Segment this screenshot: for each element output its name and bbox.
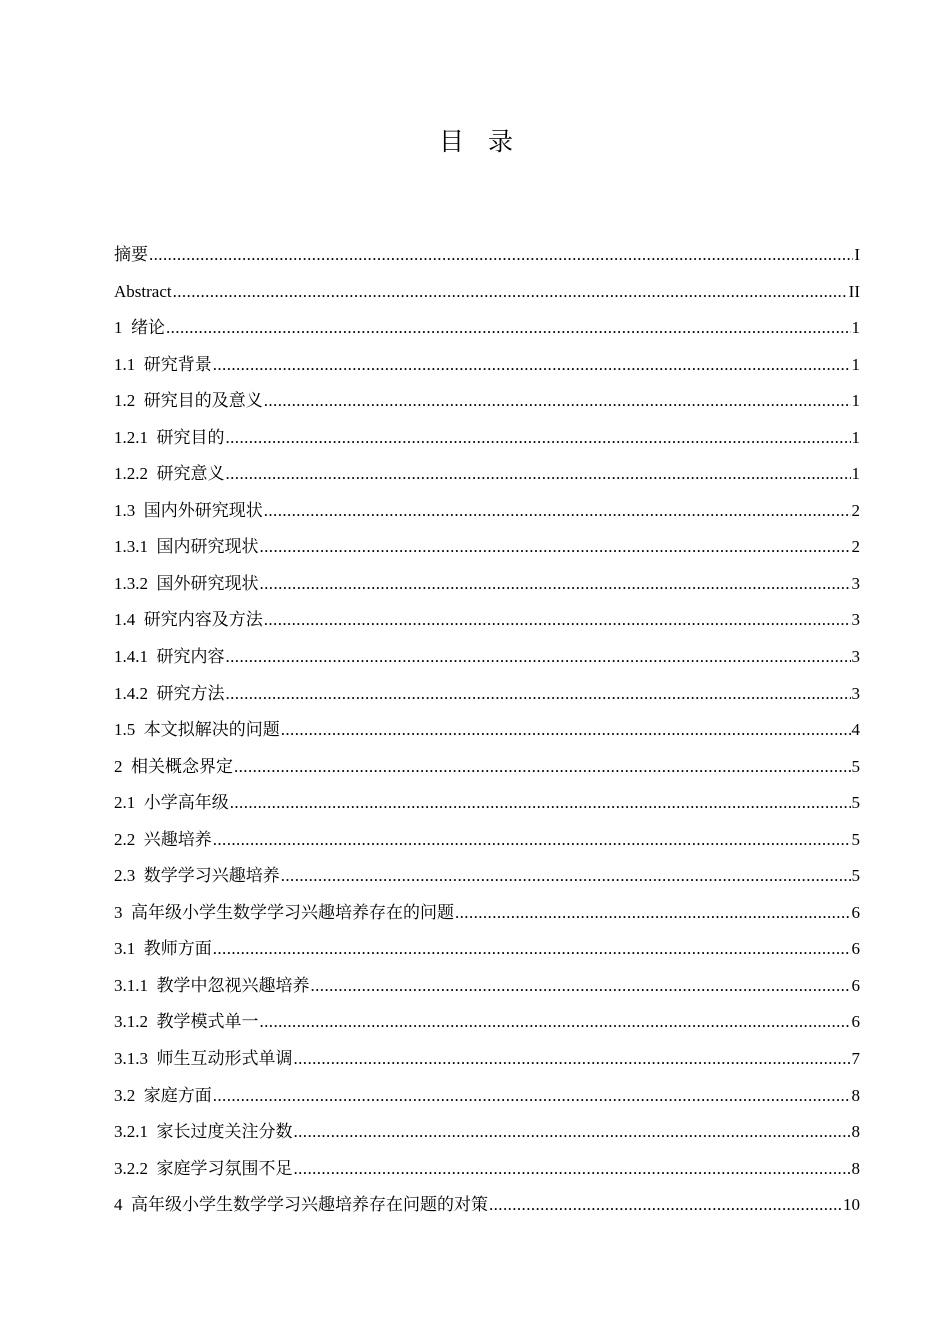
toc-entry[interactable] <box>114 498 860 535</box>
dot-leader <box>260 534 851 560</box>
toc-entry-page: 10 <box>843 1195 860 1215</box>
toc-entry-page: 3 <box>851 610 860 630</box>
dot-leader <box>234 754 851 780</box>
toc-entry-page: 8 <box>851 1085 860 1105</box>
toc-entry[interactable] <box>114 571 860 608</box>
toc-entry-label: 1 绪论 <box>114 318 165 338</box>
dot-leader <box>264 388 851 414</box>
dot-leader <box>149 242 853 268</box>
toc-entry[interactable] <box>114 1083 860 1120</box>
toc-entry-page: 3 <box>851 647 860 667</box>
toc-entry-page: 1 <box>851 318 860 338</box>
toc-entry-label: 1.2.2 研究意义 <box>114 464 225 484</box>
toc-entry-page: 3 <box>851 683 860 703</box>
toc-entry[interactable] <box>114 681 860 718</box>
toc-entry-label: 3.1 教师方面 <box>114 939 212 959</box>
toc-entry[interactable] <box>114 754 860 791</box>
toc-entry-label: 3.2 家庭方面 <box>114 1085 212 1105</box>
dot-leader <box>455 900 851 926</box>
dot-leader <box>166 315 851 341</box>
toc-entry[interactable] <box>114 973 860 1010</box>
toc-entry-label: 1.3.1 国内研究现状 <box>114 537 259 557</box>
toc-entry[interactable] <box>114 1156 860 1193</box>
toc-entry-label: 1.2.1 研究目的 <box>114 427 225 447</box>
dot-leader <box>226 461 851 487</box>
dot-leader <box>213 352 851 378</box>
toc-entry-page: 1 <box>851 464 860 484</box>
toc-entry-label: 1.4.2 研究方法 <box>114 683 225 703</box>
toc-entry-label: 4 高年级小学生数学学习兴趣培养存在问题的对策 <box>114 1195 488 1215</box>
toc-entry-page: 2 <box>851 500 860 520</box>
toc-entry-page: 1 <box>851 427 860 447</box>
dot-leader <box>311 973 851 999</box>
toc-entry-page: 5 <box>851 829 860 849</box>
toc-entry-label: 1.1 研究背景 <box>114 354 212 374</box>
dot-leader <box>294 1119 851 1145</box>
toc-entry-label: Abstract <box>114 281 172 301</box>
toc-entry-label: 3.1.1 教学中忽视兴趣培养 <box>114 975 310 995</box>
toc-entry-label: 3.1.3 师生互动形式单调 <box>114 1049 293 1069</box>
dot-leader <box>294 1046 851 1072</box>
toc-entry-page: 5 <box>851 793 860 813</box>
toc-entry[interactable] <box>114 1119 860 1156</box>
toc-entry-label: 2.1 小学高年级 <box>114 793 229 813</box>
dot-leader <box>489 1192 842 1218</box>
dot-leader <box>226 425 851 451</box>
toc-entry-label: 3.2.2 家庭学习氛围不足 <box>114 1158 293 1178</box>
toc-entry-label: 1.3 国内外研究现状 <box>114 500 263 520</box>
toc-entry-label: 1.3.2 国外研究现状 <box>114 573 259 593</box>
toc-entry-label: 1.4 研究内容及方法 <box>114 610 263 630</box>
dot-leader <box>173 279 848 305</box>
toc-entry-page: 6 <box>851 902 860 922</box>
toc-entry-page: 3 <box>851 573 860 593</box>
toc-entry-page: 7 <box>851 1049 860 1069</box>
toc-entry[interactable] <box>114 242 860 279</box>
dot-leader <box>260 571 851 597</box>
toc-entry[interactable] <box>114 827 860 864</box>
toc-entry-page: 5 <box>851 756 860 776</box>
toc-entry-page: II <box>848 281 860 301</box>
toc-entry-label: 1.2 研究目的及意义 <box>114 391 263 411</box>
toc-entry[interactable] <box>114 717 860 754</box>
page-title: 目录 <box>438 129 537 156</box>
toc-entry[interactable] <box>114 1009 860 1046</box>
toc-entry[interactable] <box>114 461 860 498</box>
toc-entry[interactable] <box>114 1046 860 1083</box>
toc-entry-label: 2 相关概念界定 <box>114 756 233 776</box>
toc-entry[interactable] <box>114 607 860 644</box>
toc-entry-page: 8 <box>851 1158 860 1178</box>
toc-entry[interactable] <box>114 388 860 425</box>
dot-leader <box>260 1009 851 1035</box>
toc-entry[interactable] <box>114 352 860 389</box>
toc-entry[interactable] <box>114 790 860 827</box>
toc-entry-label: 3.1.2 教学模式单一 <box>114 1012 259 1032</box>
dot-leader <box>281 863 851 889</box>
toc-entry-page: 2 <box>851 537 860 557</box>
toc-entry[interactable] <box>114 644 860 681</box>
toc-entry-label: 2.2 兴趣培养 <box>114 829 212 849</box>
toc-entry[interactable] <box>114 863 860 900</box>
toc-entry-page: 1 <box>851 354 860 374</box>
dot-leader <box>226 681 851 707</box>
dot-leader <box>264 498 851 524</box>
toc-entry[interactable] <box>114 534 860 571</box>
toc-entry-page: 8 <box>851 1122 860 1142</box>
toc-entry-label: 3 高年级小学生数学学习兴趣培养存在的问题 <box>114 902 454 922</box>
toc-entry-page: 1 <box>851 391 860 411</box>
toc-entry-label: 2.3 数学学习兴趣培养 <box>114 866 280 886</box>
dot-leader <box>294 1156 851 1182</box>
toc-entry-page: 4 <box>851 720 860 740</box>
toc-entry-label: 1.5 本文拟解决的问题 <box>114 720 280 740</box>
toc-entry-page: I <box>854 245 860 264</box>
toc-entry[interactable] <box>114 936 860 973</box>
dot-leader <box>213 1083 851 1109</box>
dot-leader <box>213 827 851 853</box>
toc-entry-page: 6 <box>851 975 860 995</box>
toc-entry[interactable] <box>114 900 860 937</box>
toc-entry[interactable] <box>114 425 860 462</box>
dot-leader <box>230 790 851 816</box>
dot-leader <box>281 717 851 743</box>
toc-entry-label: 1.4.1 研究内容 <box>114 647 225 667</box>
dot-leader <box>213 936 851 962</box>
toc-entry[interactable] <box>114 1192 860 1229</box>
table-of-contents <box>114 242 860 1229</box>
toc-entry-page: 5 <box>851 866 860 886</box>
toc-entry[interactable] <box>114 279 860 316</box>
toc-entry-page: 6 <box>851 939 860 959</box>
toc-entry[interactable] <box>114 315 860 352</box>
toc-entry-label: 3.2.1 家长过度关注分数 <box>114 1122 293 1142</box>
toc-entry-label: 摘要 <box>114 245 148 264</box>
dot-leader <box>264 607 851 633</box>
dot-leader <box>226 644 851 670</box>
toc-entry-page: 6 <box>851 1012 860 1032</box>
